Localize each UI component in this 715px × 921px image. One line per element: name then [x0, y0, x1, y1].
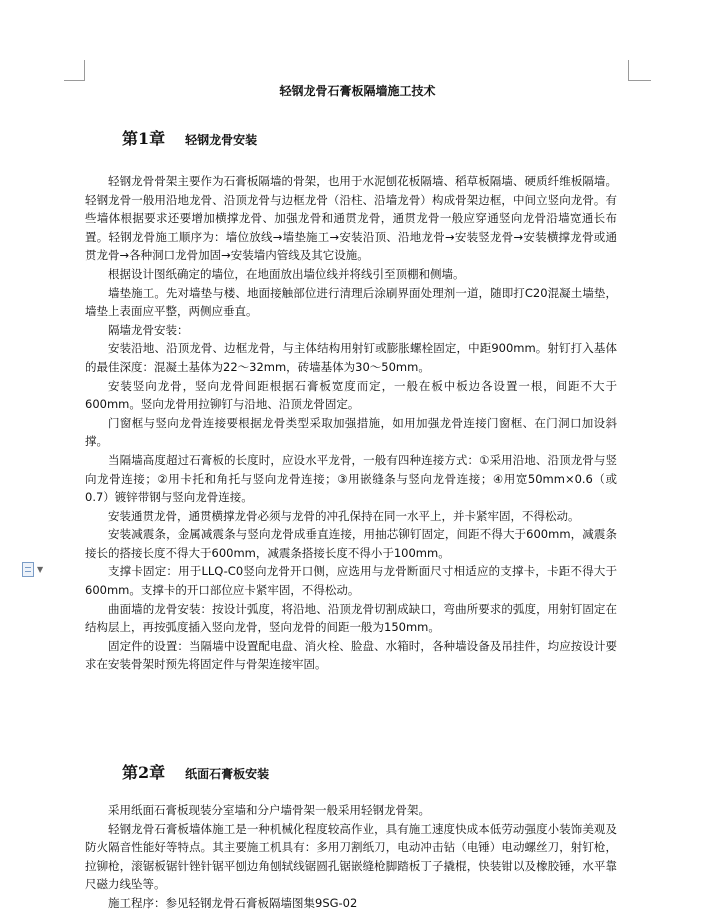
paragraph: 安装沿地、沿顶龙骨、边框龙骨，与主体结构用射钉或膨胀螺栓固定，中距900mm。射钉打入基体的最佳深度：混凝土基体为22～32mm，砖墙基体为30～50mm。: [85, 341, 617, 374]
paragraph: 安装竖向龙骨，竖向龙骨间距根据石膏板宽度而定，一般在板中板边各设置一根，间距不大于600mm。竖向龙骨用拉铆钉与沿地、沿顶龙骨固定。: [85, 378, 617, 412]
page-corner-mark-top-right: [628, 60, 651, 81]
paragraph: 当隔墙高度超过石膏板的长度时，应设水平龙骨，一般有四种连接方式：①采用沿地、沿顶龙骨与竖向龙骨连接；②用卡托和角托与竖向龙骨连接；③用嵌缝条与竖向龙骨连接；④用宽50mm×0.6（或0.7）镀锌带钢与竖向龙骨连接。: [85, 452, 617, 505]
chapter-title: 轻钢龙骨安装: [185, 133, 258, 147]
chapter-number: 第2章: [122, 763, 166, 782]
document-icon: [22, 562, 34, 577]
paragraph: 轻钢龙骨石膏板墙体施工是一种机械化程度较高作业，具有施工速度快成本低劳动强度小装饰美观及防火隔音性能好等特点。其主要施工机具有：多用刀割纸刀，电动冲击钻（电锤）电动螺丝刀，射钉枪，拉铆枪，滚锯板锯针锉针锯平刨边角刨轼线锯圆孔锯嵌缝枪脚踏板丁子撬棍，快装钳以及橡胶锤，水平靠尺磁力线坠等。: [85, 821, 617, 892]
paragraph: 施工程序：参见轻钢龙骨石膏板隔墙图集9SG-02: [108, 895, 358, 910]
paragraph: 墙垫施工。先对墙垫与楼、地面接触部位进行清理后涂刷界面处理剂一道，随即打C20混凝土墙垫，墙垫上表面应平整，两侧应垂直。: [85, 285, 617, 319]
paragraph: 轻钢龙骨骨架主要作为石膏板隔墙的骨架，也用于水泥刨花板隔墙、稻草板隔墙、硬质纤维板隔墙。轻钢龙骨一般用沿地龙骨、沿顶龙骨与边框龙骨（沿柱、沿墙龙骨）构成骨架边框，中间立竖向龙骨。有些墙体根据要求还要增加横撑龙骨、加强龙骨和通贯龙骨，通贯龙骨一般应穿通竖向龙骨沿墙宽通长布置。轻钢龙骨施工顺序为：墙位放线→墙垫施工→安装沿顶、沿地龙骨→安装竖龙骨→安装横撑龙骨或通贯龙骨→各种洞口龙骨加固→安装墙内管线及其它设施。: [85, 174, 617, 263]
paragraph: 隔墙龙骨安装：: [108, 322, 189, 337]
chapter-heading-2: [122, 760, 269, 783]
page-corner-mark-top-left: [64, 60, 85, 81]
paragraph: 根据设计图纸确定的墙位，在地面放出墙位线并将线引至顶棚和侧墙。: [108, 266, 465, 281]
document-title: 轻钢龙骨石膏板隔墙施工技术: [279, 84, 436, 98]
paragraph: 安装减震条，金属减震条与竖向龙骨成垂直连接，用抽芯铆钉固定，间距不得大于600mm，减震条接长的搭接长度不得大于600mm，减震条搭接长度不得小于100mm。: [85, 527, 617, 560]
paragraph: 支撑卡固定：用于LLQ-C0竖向龙骨开口侧，应选用与龙骨断面尺寸相适应的支撑卡，卡距不得大于600mm。支撑卡的开口部位应卡紧牢固，不得松动。: [85, 564, 617, 598]
paragraph: 采用纸面石膏板现装分室墙和分户墙骨架一般采用轻钢龙骨架。: [108, 803, 430, 817]
chapter-heading-1: [122, 126, 257, 149]
chapter-2-body: [85, 801, 617, 913]
paragraph: 固定件的设置：当隔墙中设置配电盘、消火栓、脸盘、水箱时，各种墙设备及吊挂件，均应按设计要求在安装骨架时预先将固定件与骨架连接牢固。: [85, 638, 617, 672]
paste-options-icon[interactable]: [22, 562, 43, 577]
chapter-1-body: [85, 172, 617, 674]
paragraph: 安装通贯龙骨，通贯横撑龙骨必须与龙骨的冲孔保持在同一水平上，并卡紧牢固，不得松动。: [108, 508, 580, 523]
paragraph: 门窗框与竖向龙骨连接要根据龙骨类型采取加强措施，如用加强龙骨连接门窗框、在门洞口加设斜撑。: [85, 415, 617, 449]
paragraph: 曲面墙的龙骨安装：按设计弧度，将沿地、沿顶龙骨切割成缺口，弯曲所要求的弧度，用射钉固定在结构层上，再按弧度插入竖向龙骨，竖向龙骨的间距一般为150mm。: [85, 601, 617, 635]
chevron-down-icon: ▼: [37, 564, 44, 574]
chapter-title: 纸面石膏板安装: [185, 767, 270, 781]
chapter-number: 第1章: [122, 129, 166, 148]
